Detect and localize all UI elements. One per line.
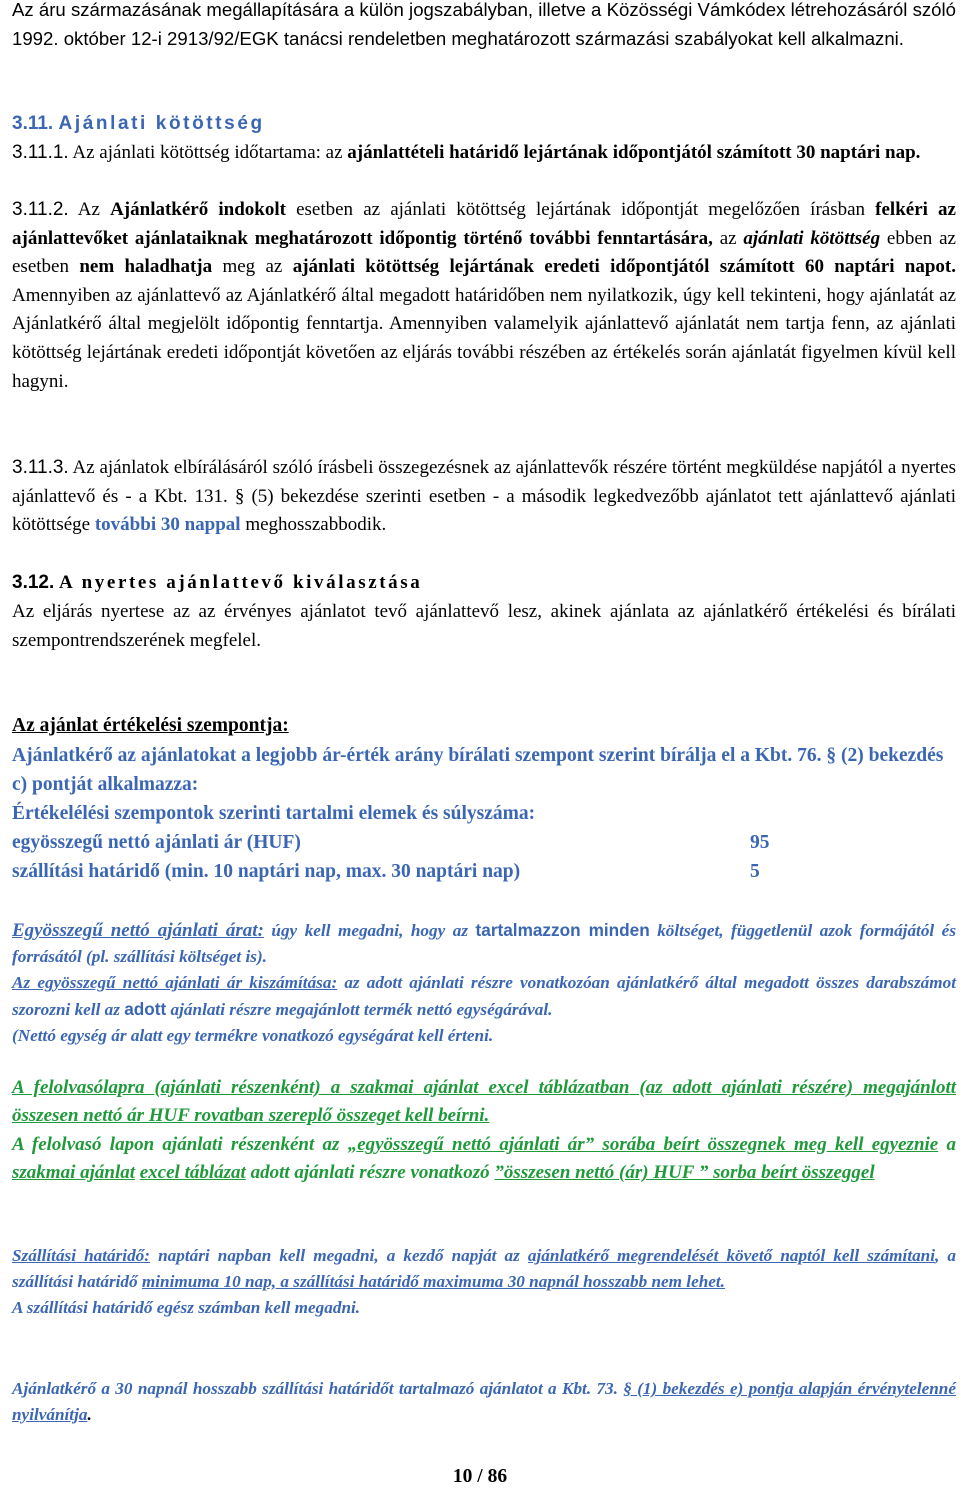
- evaluation-heading: Az ajánlat értékelési szempontja:: [12, 715, 289, 736]
- paragraph-3-11-1: 3.11.1. Az ajánlati kötöttség időtartama: az ajánlattételi határidő lejártának időpontjától számított 30 naptári nap.: [12, 142, 921, 163]
- delivery-notes: [12, 1243, 956, 1321]
- section-number: 3.11.: [12, 113, 54, 134]
- price-note-2: Az egyösszegű nettó ajánlati ár kiszámítása: az adott ajánlati részre vonatkozóan ajánlatkérő által megadott összes darabszámot szorozni kell az adott ajánlati részre megajánlott termék nettó egységárával.: [12, 973, 956, 1019]
- paragraph-number: 3.11.1.: [12, 142, 69, 163]
- criteria-label: szállítási határidő (min. 10 naptári nap, max. 30 naptári nap): [12, 860, 521, 882]
- price-notes: [12, 917, 956, 1049]
- paragraph-number: 3.11.2.: [12, 199, 69, 220]
- paragraph-3-11-3: 3.11.3. Az ajánlatok elbírálásáról szóló írásbeli összegezésnek az ajánlattevők részére történt megküldése napjától a nyertes ajánlattevő és - a Kbt. 131. § (5) bekezdése szerinti esetben - a második legkedvezőbb ajánlatot tett ajánlattevő ajánlati kötöttsége további 30 nappal meghosszabbodik.: [12, 457, 956, 536]
- criteria-row: [12, 829, 956, 858]
- green-instruction-2: A felolvasó lapon ajánlati részenként az „egyösszegű nettó ajánlati ár” sorába beírt összegnek meg kell egyeznie a szakmai ajánlat excel táblázat adott ajánlati részre vonatkozó ”összesen nettó (ár) HUF ” sorba beírt összeggel: [12, 1133, 956, 1184]
- page-number: 10 / 86: [452, 1466, 508, 1487]
- price-note-3: (Nettó egység ár alatt egy termékre vonatkozó egységárat kell érteni.: [12, 1026, 494, 1045]
- criteria-weight: 5: [750, 860, 760, 882]
- intro-paragraph: [12, 0, 956, 53]
- paragraph-number: 3.11.3.: [12, 457, 69, 478]
- section-title: Ajánlati kötöttség: [58, 113, 265, 134]
- section-3-12-text: Az eljárás nyertese az az érvényes ajánlatot tevő ajánlattevő lesz, akinek ajánlata az ajánlatkérő értékelési és bírálati szempontrendszerének megfelel.: [12, 601, 956, 651]
- price-note-1: Egyösszegű nettó ajánlati árat: úgy kell megadni, hogy az tartalmazzon minden költséget, függetlenül azok formájától és forrásától (pl. szállítási költséget is).: [12, 920, 957, 966]
- delivery-note-1: Szállítási határidő: naptári napban kell megadni, a kezdő napját az ajánlatkérő megrendelését követő naptól kell számítani, a szállítási határidő minimuma 10 nap, a szállítási határidő maximuma 30 napnál hosszabb nem lehet.: [12, 1246, 957, 1291]
- criteria-table: [12, 829, 956, 887]
- extension-highlight: további 30 nappal: [94, 514, 241, 536]
- green-instruction-1: A felolvasólapra (ajánlati részenként) a szakmai ajánlat excel táblázatban (az adott ajánlati részére) megajánlott összesen nettó ár HUF rovatban szereplő összeget kell beírni.: [12, 1077, 956, 1127]
- green-instructions: [12, 1074, 956, 1188]
- section-title: A nyertes ajánlattevő kiválasztása: [59, 572, 423, 593]
- criteria-weight: 95: [750, 832, 770, 853]
- criteria-row: [12, 858, 956, 887]
- delivery-note-2: A szállítási határidő egész számban kell megadni.: [12, 1298, 361, 1317]
- section-3-12-heading: [12, 569, 956, 598]
- intro-text: Az áru származásának megállapítására a külön jogszabályban, illetve a Közösségi Vámkódex létrehozásáról szóló 1992. október 12-i 2913/92/EGK tanácsi rendeletben meghatározott származási szabályokat kell alkalmazni.: [12, 0, 956, 49]
- section-number: 3.12.: [12, 572, 55, 593]
- criteria-label: egyösszegű nettó ajánlati ár (HUF): [12, 832, 301, 853]
- evaluation-method: Ajánlatkérő az ajánlatokat a legjobb ár-érték arány bírálati szempont szerint bírálja el a Kbt. 76. § (2) bekezdés c) pontját alkalmazza:: [12, 745, 944, 795]
- criteria-title: Értékelélési szempontok szerinti tartalmi elemek és súlyszáma:: [12, 803, 536, 824]
- invalidity-note: Ajánlatkérő a 30 napnál hosszabb szállítási határidőt tartalmazó ajánlatot a Kbt. 73. § (1) bekezdés e) pontja alapján érvénytelenné nyilvánítja.: [12, 1379, 956, 1424]
- paragraph-3-11-2: 3.11.2. Az Ajánlatkérő indokolt esetben az ajánlati kötöttség lejártának időpontját megelőzően írásban felkéri az ajánlattevőket ajánlataiknak meghatározott időpontig történő további fenntartására, az ajánlati kötöttség ebben az esetben nem haladhatja meg az ajánlati kötöttség lejártának eredeti időpontjától számított 60 naptári napot. Amennyiben az ajánlattevő az Ajánlatkérő által megadott határidőben nem nyilatkozik, úgy kell tekinteni, hogy ajánlatát az Ajánlatkérő által megjelölt időpontig fenntartja. Amennyiben valamelyik ajánlattevő ajánlatát nem tartja fenn, az ajánlati kötöttség lejártának eredeti időpontját követően az eljárás további részében az értékelés során ajánlatát figyelmen kívül kell hagyni.: [12, 199, 957, 392]
- deadline-bold: ajánlattételi határidő lejártának időpontjától számított 30 naptári nap.: [347, 142, 921, 163]
- section-3-11-heading: [12, 110, 956, 139]
